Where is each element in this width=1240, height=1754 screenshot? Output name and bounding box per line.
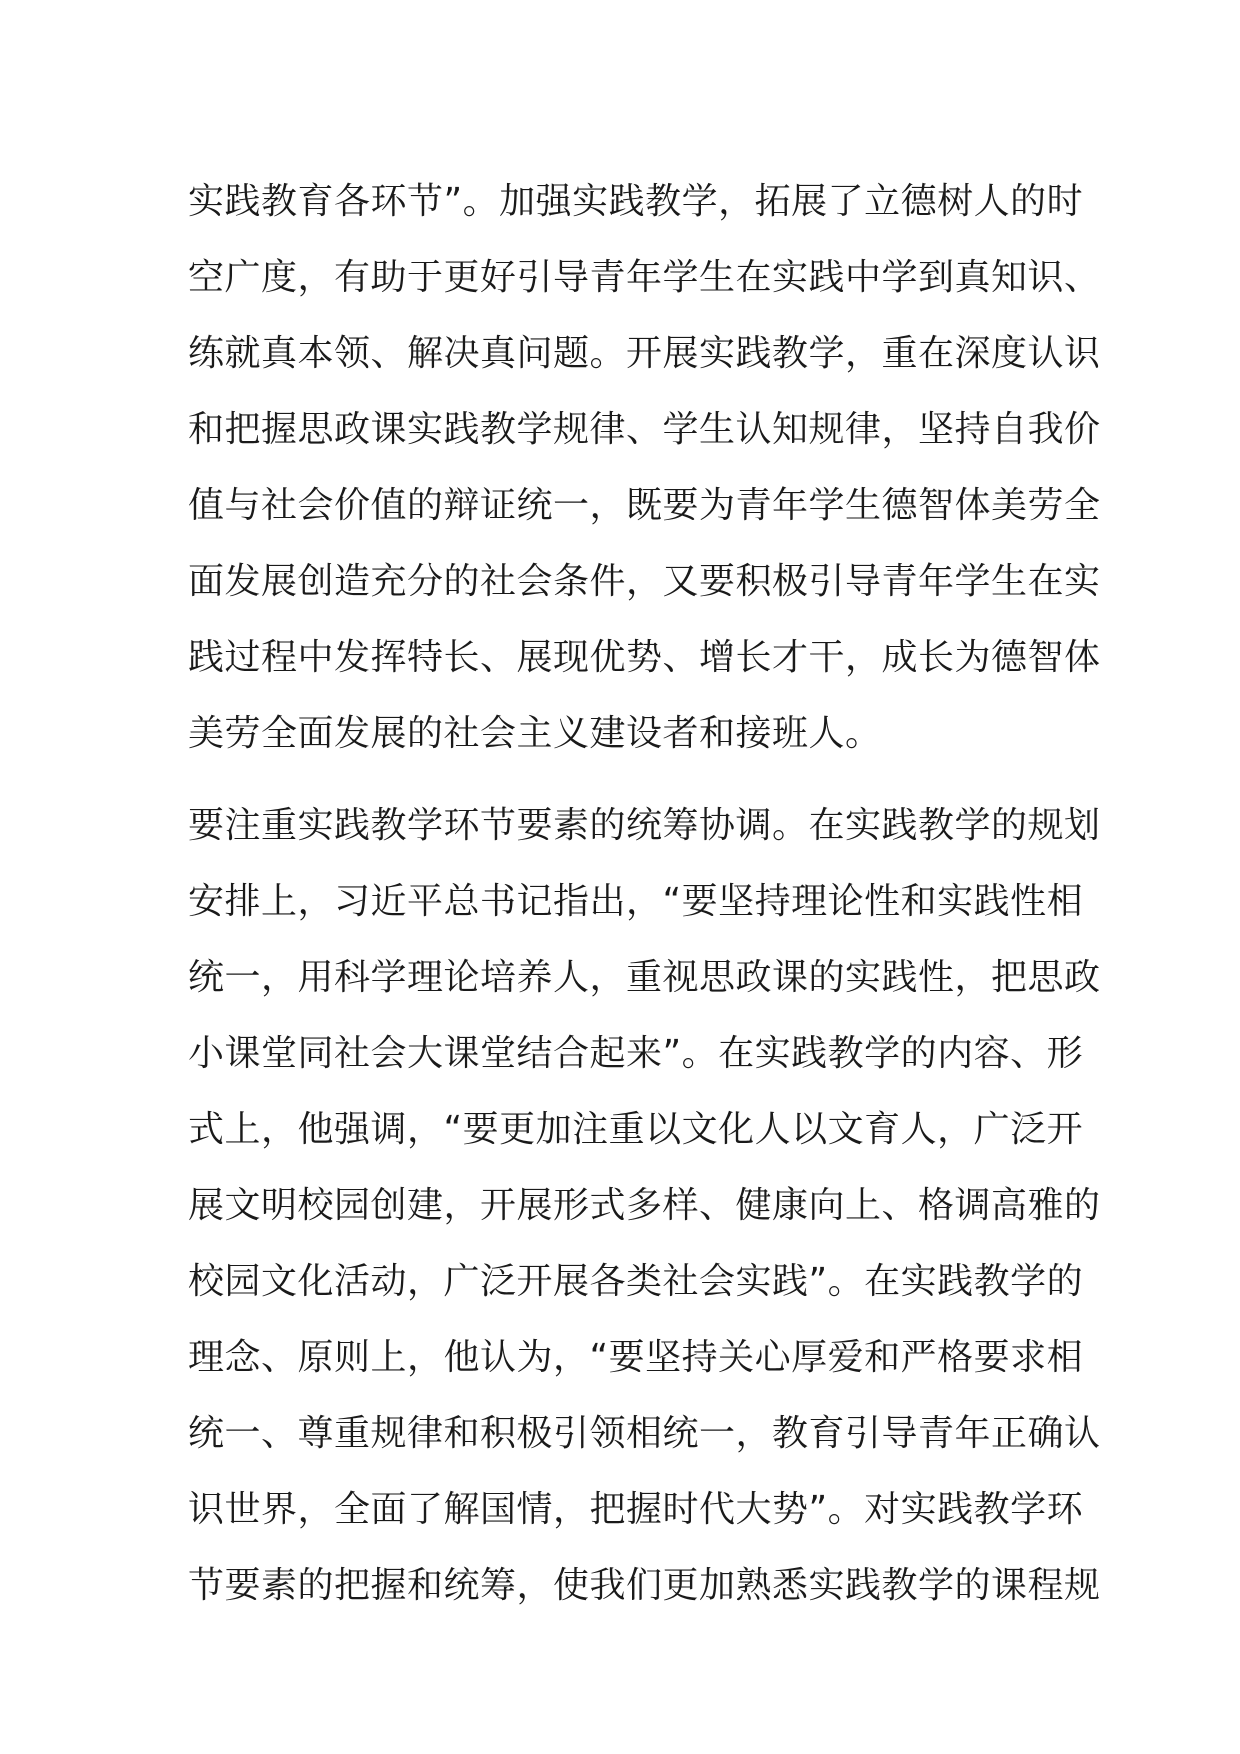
text-line: 值与社会价值的辩证统一，既要为青年学生德智体美劳全 xyxy=(188,485,1101,526)
text-line: 要注重实践教学环节要素的统筹协调。在实践教学的规划 xyxy=(188,805,1101,846)
text-line: 展文明校园创建，开展形式多样、健康向上、格调高雅的 xyxy=(188,1185,1101,1226)
text-line: 式上，他强调，“要更加注重以文化人以文育人，广泛开 xyxy=(188,1109,1084,1150)
text-line: 统一、尊重规律和积极引领相统一，教育引导青年正确认 xyxy=(188,1413,1101,1454)
paragraph-2 xyxy=(188,788,1101,1624)
paragraph-1 xyxy=(188,164,1101,772)
text-line: 实践教育各环节”。加强实践教学，拓展了立德树人的时 xyxy=(188,181,1084,222)
text-line: 校园文化活动，广泛开展各类社会实践”。在实践教学的 xyxy=(188,1261,1084,1302)
text-line: 识世界，全面了解国情，把握时代大势”。对实践教学环 xyxy=(188,1489,1084,1530)
text-line: 空广度，有助于更好引导青年学生在实践中学到真知识、 xyxy=(188,257,1101,298)
text-line: 美劳全面发展的社会主义建设者和接班人。 xyxy=(188,713,882,754)
text-line: 和把握思政课实践教学规律、学生认知规律，坚持自我价 xyxy=(188,409,1101,450)
text-line: 理念、原则上，他认为，“要坚持关心厚爱和严格要求相 xyxy=(188,1337,1084,1378)
text-line: 统一，用科学理论培养人，重视思政课的实践性，把思政 xyxy=(188,957,1101,998)
text-line: 安排上，习近平总书记指出，“要坚持理论性和实践性相 xyxy=(188,881,1084,922)
text-line: 小课堂同社会大课堂结合起来”。在实践教学的内容、形 xyxy=(188,1033,1084,1074)
text-line: 践过程中发挥特长、展现优势、增长才干，成长为德智体 xyxy=(188,637,1101,678)
body-text xyxy=(188,164,1101,1624)
text-line: 面发展创造充分的社会条件，又要积极引导青年学生在实 xyxy=(188,561,1101,602)
text-line: 节要素的把握和统筹，使我们更加熟悉实践教学的课程规 xyxy=(188,1565,1101,1606)
text-line: 练就真本领、解决真问题。开展实践教学，重在深度认识 xyxy=(188,333,1101,374)
